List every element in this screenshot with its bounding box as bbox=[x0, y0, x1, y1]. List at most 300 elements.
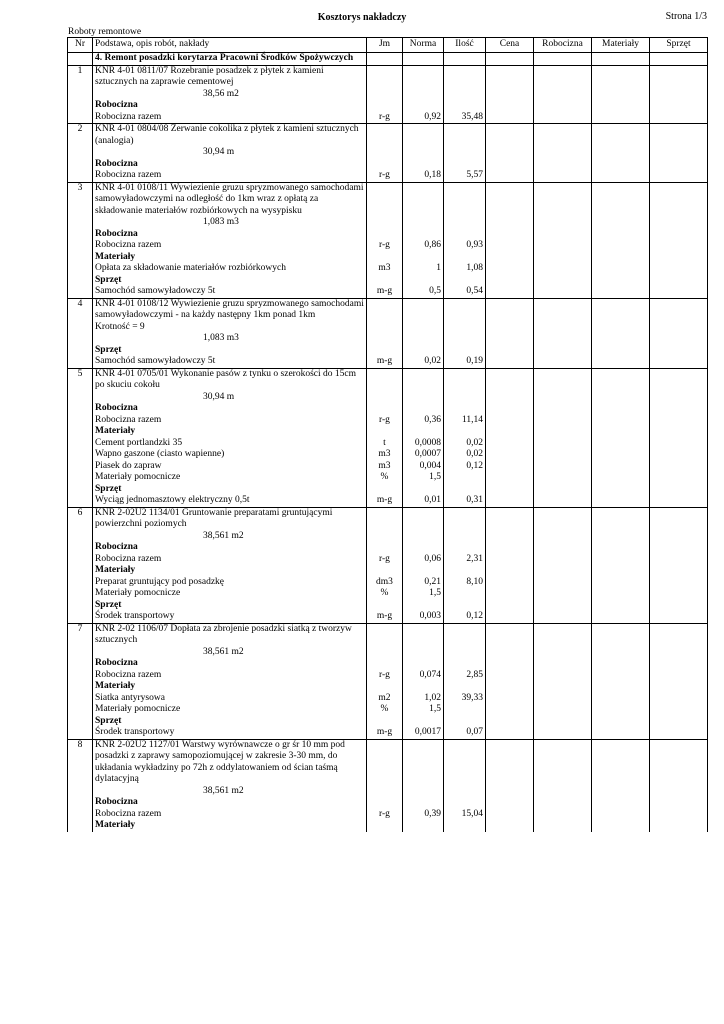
empty-cell bbox=[534, 681, 592, 693]
empty-cell bbox=[403, 182, 444, 217]
empty-cell bbox=[444, 298, 486, 322]
resource-unit: m-g bbox=[367, 611, 403, 623]
item-description: KNR 4-01 0804/08 Zerwanie cokolika z płytek z kamieni sztucznych (analogia) bbox=[93, 124, 367, 148]
resource-row bbox=[68, 415, 708, 427]
empty-cell bbox=[650, 786, 708, 798]
resource-name: Samochód samowyładowczy 5t bbox=[93, 356, 367, 368]
empty-cell bbox=[650, 623, 708, 647]
resource-norm: 0,39 bbox=[403, 809, 444, 821]
empty-cell bbox=[367, 100, 403, 112]
resource-group-label: Robocizna bbox=[93, 403, 367, 415]
empty-cell bbox=[486, 704, 534, 716]
empty-cell bbox=[444, 681, 486, 693]
empty-cell bbox=[367, 124, 403, 148]
resource-name: Robocizna razem bbox=[93, 170, 367, 182]
empty-cell bbox=[486, 65, 534, 89]
empty-cell bbox=[534, 345, 592, 357]
resource-name: Środek transportowy bbox=[93, 611, 367, 623]
empty-cell bbox=[592, 286, 650, 298]
resource-row bbox=[68, 112, 708, 124]
empty-cell bbox=[68, 275, 93, 287]
empty-cell bbox=[367, 392, 403, 404]
empty-cell bbox=[592, 298, 650, 322]
resource-group-row bbox=[68, 600, 708, 612]
resource-group-row bbox=[68, 484, 708, 496]
empty-cell bbox=[403, 322, 444, 334]
empty-cell bbox=[534, 252, 592, 264]
empty-cell bbox=[534, 693, 592, 705]
empty-cell bbox=[403, 507, 444, 531]
resource-unit: m3 bbox=[367, 263, 403, 275]
empty-cell bbox=[592, 333, 650, 345]
empty-cell bbox=[444, 484, 486, 496]
empty-cell bbox=[367, 345, 403, 357]
empty-cell bbox=[367, 403, 403, 415]
empty-cell bbox=[534, 438, 592, 450]
empty-cell bbox=[367, 229, 403, 241]
resource-group-label: Sprzęt bbox=[93, 484, 367, 496]
empty-cell bbox=[367, 542, 403, 554]
empty-cell bbox=[68, 252, 93, 264]
empty-cell bbox=[592, 263, 650, 275]
empty-cell bbox=[534, 565, 592, 577]
resource-group-row bbox=[68, 658, 708, 670]
item-description: KNR 2-02U2 1134/01 Gruntowanie preparatami gruntującymi powierzchni poziomych bbox=[93, 507, 367, 531]
empty-cell bbox=[534, 322, 592, 334]
empty-cell bbox=[444, 100, 486, 112]
empty-cell bbox=[592, 403, 650, 415]
empty-cell bbox=[444, 229, 486, 241]
resource-row bbox=[68, 461, 708, 473]
resource-name: Opłata za składowanie materiałów rozbiórkowych bbox=[93, 263, 367, 275]
resource-name: Robocizna razem bbox=[93, 415, 367, 427]
item-number: 4 bbox=[68, 298, 93, 322]
resource-name: Robocizna razem bbox=[93, 240, 367, 252]
resource-group-label: Robocizna bbox=[93, 797, 367, 809]
empty-cell bbox=[592, 124, 650, 148]
item-description: KNR 2-02U2 1127/01 Warstwy wyrównawcze o gr śr 10 mm pod posadzki z zaprawy samopoziomującej w zakresie 3-30 mm, do układania wykładziny po 72h z oddylatowaniem od ścian taśmą dylatacyjną bbox=[93, 739, 367, 786]
empty-cell bbox=[68, 588, 93, 600]
empty-cell bbox=[650, 739, 708, 786]
empty-cell bbox=[592, 809, 650, 821]
empty-cell bbox=[486, 426, 534, 438]
resource-group-label: Materiały bbox=[93, 426, 367, 438]
empty-cell bbox=[592, 797, 650, 809]
resource-quantity bbox=[444, 704, 486, 716]
resource-name: Wyciąg jednomasztowy elektryczny 0,5t bbox=[93, 495, 367, 507]
empty-cell bbox=[403, 681, 444, 693]
empty-cell bbox=[486, 240, 534, 252]
empty-cell bbox=[534, 727, 592, 739]
resource-group-label: Materiały bbox=[93, 820, 367, 832]
empty-cell bbox=[650, 124, 708, 148]
item-quantity: 38,56 m2 bbox=[93, 89, 367, 101]
item-quantity: 30,94 m bbox=[93, 147, 367, 159]
empty-cell bbox=[650, 298, 708, 322]
empty-cell bbox=[592, 611, 650, 623]
resource-group-row bbox=[68, 542, 708, 554]
resource-unit: t bbox=[367, 438, 403, 450]
empty-cell bbox=[486, 797, 534, 809]
empty-cell bbox=[367, 647, 403, 659]
item-quantity-row bbox=[68, 647, 708, 659]
empty-cell bbox=[68, 716, 93, 728]
empty-cell bbox=[534, 600, 592, 612]
empty-cell bbox=[486, 124, 534, 148]
empty-cell bbox=[592, 647, 650, 659]
table-header-row bbox=[68, 38, 708, 53]
resource-unit: m-g bbox=[367, 727, 403, 739]
empty-cell bbox=[403, 392, 444, 404]
resource-quantity: 0,19 bbox=[444, 356, 486, 368]
empty-cell bbox=[68, 704, 93, 716]
empty-cell bbox=[592, 820, 650, 832]
empty-cell bbox=[68, 727, 93, 739]
empty-cell bbox=[534, 286, 592, 298]
resource-name: Robocizna razem bbox=[93, 809, 367, 821]
empty-cell bbox=[650, 147, 708, 159]
empty-cell bbox=[367, 681, 403, 693]
resource-quantity: 1,08 bbox=[444, 263, 486, 275]
empty-cell bbox=[650, 577, 708, 589]
empty-cell bbox=[403, 647, 444, 659]
item-row bbox=[68, 182, 708, 217]
empty-cell bbox=[403, 65, 444, 89]
empty-cell bbox=[367, 89, 403, 101]
empty-cell bbox=[592, 170, 650, 182]
resource-quantity: 0,07 bbox=[444, 727, 486, 739]
empty-cell bbox=[650, 449, 708, 461]
resource-quantity: 11,14 bbox=[444, 415, 486, 427]
item-quantity: 30,94 m bbox=[93, 392, 367, 404]
empty-cell bbox=[650, 392, 708, 404]
resource-group-label: Sprzęt bbox=[93, 600, 367, 612]
item-quantity: 1,083 m3 bbox=[93, 217, 367, 229]
empty-cell bbox=[403, 159, 444, 171]
resource-quantity: 5,57 bbox=[444, 170, 486, 182]
empty-cell bbox=[68, 611, 93, 623]
empty-cell bbox=[534, 159, 592, 171]
empty-cell bbox=[650, 345, 708, 357]
empty-cell bbox=[592, 658, 650, 670]
resource-norm: 0,01 bbox=[403, 495, 444, 507]
empty-cell bbox=[592, 693, 650, 705]
empty-cell bbox=[650, 658, 708, 670]
empty-cell bbox=[592, 147, 650, 159]
empty-cell bbox=[650, 240, 708, 252]
empty-cell bbox=[534, 182, 592, 217]
empty-cell bbox=[486, 531, 534, 543]
empty-cell bbox=[650, 170, 708, 182]
empty-cell bbox=[367, 623, 403, 647]
empty-cell bbox=[534, 495, 592, 507]
empty-cell bbox=[403, 623, 444, 647]
empty-cell bbox=[650, 275, 708, 287]
empty-cell bbox=[486, 170, 534, 182]
resource-norm: 1,5 bbox=[403, 472, 444, 484]
resource-row bbox=[68, 356, 708, 368]
empty-cell bbox=[68, 797, 93, 809]
resource-unit: % bbox=[367, 588, 403, 600]
empty-cell bbox=[68, 438, 93, 450]
resource-unit: r-g bbox=[367, 112, 403, 124]
empty-cell bbox=[650, 670, 708, 682]
empty-cell bbox=[68, 426, 93, 438]
resource-row bbox=[68, 693, 708, 705]
empty-cell bbox=[486, 739, 534, 786]
empty-cell bbox=[534, 298, 592, 322]
empty-cell bbox=[650, 182, 708, 217]
resource-row bbox=[68, 286, 708, 298]
empty-cell bbox=[592, 65, 650, 89]
empty-cell bbox=[444, 182, 486, 217]
empty-cell bbox=[592, 100, 650, 112]
empty-cell bbox=[650, 356, 708, 368]
resource-norm: 1,5 bbox=[403, 588, 444, 600]
resource-name: Materiały pomocnicze bbox=[93, 704, 367, 716]
resource-name: Cement portlandzki 35 bbox=[93, 438, 367, 450]
resource-name: Piasek do zapraw bbox=[93, 461, 367, 473]
resource-row bbox=[68, 472, 708, 484]
empty-cell bbox=[486, 275, 534, 287]
empty-cell bbox=[534, 89, 592, 101]
resource-group-label: Materiały bbox=[93, 681, 367, 693]
empty-cell bbox=[650, 89, 708, 101]
empty-cell bbox=[367, 217, 403, 229]
item-description: KNR 4-01 0108/12 Wywiezienie gruzu spryzmowanego samochodami samowyładowczymi - na każdy następny 1km ponad 1km bbox=[93, 298, 367, 322]
resource-name: Materiały pomocnicze bbox=[93, 472, 367, 484]
empty-cell bbox=[534, 100, 592, 112]
empty-cell bbox=[403, 786, 444, 798]
resource-norm: 1 bbox=[403, 263, 444, 275]
resource-group-row bbox=[68, 403, 708, 415]
empty-cell bbox=[68, 670, 93, 682]
resource-quantity bbox=[444, 472, 486, 484]
empty-cell bbox=[486, 647, 534, 659]
resource-norm: 0,18 bbox=[403, 170, 444, 182]
col-header-desc: Podstawa, opis robót, nakłady bbox=[93, 38, 367, 53]
empty-cell bbox=[650, 438, 708, 450]
empty-cell bbox=[650, 704, 708, 716]
empty-cell bbox=[650, 693, 708, 705]
resource-quantity: 35,48 bbox=[444, 112, 486, 124]
empty-cell bbox=[534, 739, 592, 786]
resource-unit: % bbox=[367, 704, 403, 716]
empty-cell bbox=[444, 600, 486, 612]
empty-cell bbox=[68, 449, 93, 461]
empty-cell bbox=[403, 229, 444, 241]
empty-cell bbox=[650, 484, 708, 496]
empty-cell bbox=[486, 588, 534, 600]
empty-cell bbox=[592, 565, 650, 577]
empty-cell bbox=[592, 392, 650, 404]
empty-cell bbox=[486, 252, 534, 264]
empty-cell bbox=[403, 716, 444, 728]
resource-quantity: 0,12 bbox=[444, 611, 486, 623]
empty-cell bbox=[444, 531, 486, 543]
resource-row bbox=[68, 170, 708, 182]
resource-unit: r-g bbox=[367, 170, 403, 182]
empty-cell bbox=[650, 600, 708, 612]
empty-cell bbox=[592, 507, 650, 531]
empty-cell bbox=[534, 356, 592, 368]
resource-unit: r-g bbox=[367, 554, 403, 566]
empty-cell bbox=[650, 217, 708, 229]
resource-name: Robocizna razem bbox=[93, 670, 367, 682]
empty-cell bbox=[592, 554, 650, 566]
empty-cell bbox=[68, 600, 93, 612]
resource-group-row bbox=[68, 820, 708, 832]
empty-cell bbox=[367, 507, 403, 531]
empty-cell bbox=[444, 820, 486, 832]
resource-unit: m2 bbox=[367, 693, 403, 705]
empty-cell bbox=[403, 275, 444, 287]
empty-cell bbox=[592, 449, 650, 461]
resource-norm: 0,06 bbox=[403, 554, 444, 566]
empty-cell bbox=[68, 647, 93, 659]
empty-cell bbox=[650, 681, 708, 693]
empty-cell bbox=[444, 716, 486, 728]
empty-cell bbox=[650, 229, 708, 241]
empty-cell bbox=[592, 531, 650, 543]
resource-name: Siatka antyrysowa bbox=[93, 693, 367, 705]
empty-cell bbox=[534, 368, 592, 392]
empty-cell bbox=[444, 426, 486, 438]
empty-cell bbox=[486, 565, 534, 577]
resource-quantity: 2,85 bbox=[444, 670, 486, 682]
empty-cell bbox=[592, 182, 650, 217]
empty-cell bbox=[68, 786, 93, 798]
item-description: KNR 4-01 0811/07 Rozebranie posadzek z płytek z kamieni sztucznych na zaprawie cementowej bbox=[93, 65, 367, 89]
empty-cell bbox=[592, 415, 650, 427]
resource-norm: 0,0007 bbox=[403, 449, 444, 461]
empty-cell bbox=[367, 333, 403, 345]
item-quantity: 38,561 m2 bbox=[93, 786, 367, 798]
resource-quantity: 15,04 bbox=[444, 809, 486, 821]
empty-cell bbox=[534, 217, 592, 229]
document-title: Kosztorys nakładczy bbox=[317, 12, 407, 23]
resource-row bbox=[68, 577, 708, 589]
resource-unit: m-g bbox=[367, 356, 403, 368]
empty-cell bbox=[444, 392, 486, 404]
empty-cell bbox=[444, 647, 486, 659]
empty-cell bbox=[592, 727, 650, 739]
empty-cell bbox=[650, 472, 708, 484]
empty-cell bbox=[444, 623, 486, 647]
item-multiplier: Krotność = 9 bbox=[93, 322, 367, 334]
resource-group-row bbox=[68, 716, 708, 728]
resource-unit: dm3 bbox=[367, 577, 403, 589]
empty-cell bbox=[444, 252, 486, 264]
resource-quantity: 8,10 bbox=[444, 577, 486, 589]
col-header-jm: Jm bbox=[367, 38, 403, 53]
empty-cell bbox=[486, 182, 534, 217]
empty-cell bbox=[486, 577, 534, 589]
resource-quantity: 0,54 bbox=[444, 286, 486, 298]
empty-cell bbox=[486, 356, 534, 368]
empty-cell bbox=[444, 65, 486, 89]
empty-cell bbox=[486, 507, 534, 531]
empty-cell bbox=[592, 89, 650, 101]
empty-cell bbox=[486, 611, 534, 623]
empty-cell bbox=[444, 345, 486, 357]
resource-row bbox=[68, 588, 708, 600]
empty-cell bbox=[534, 647, 592, 659]
empty-cell bbox=[68, 240, 93, 252]
empty-cell bbox=[486, 229, 534, 241]
empty-cell bbox=[592, 716, 650, 728]
empty-cell bbox=[592, 229, 650, 241]
empty-cell bbox=[592, 472, 650, 484]
resource-norm: 0,02 bbox=[403, 356, 444, 368]
empty-cell bbox=[650, 100, 708, 112]
empty-cell bbox=[592, 426, 650, 438]
empty-cell bbox=[650, 588, 708, 600]
empty-cell bbox=[486, 368, 534, 392]
resource-quantity: 39,33 bbox=[444, 693, 486, 705]
empty-cell bbox=[68, 112, 93, 124]
empty-cell bbox=[592, 739, 650, 786]
resource-norm: 0,003 bbox=[403, 611, 444, 623]
empty-cell bbox=[367, 322, 403, 334]
empty-cell bbox=[650, 426, 708, 438]
empty-cell bbox=[403, 298, 444, 322]
empty-cell bbox=[68, 159, 93, 171]
item-number: 2 bbox=[68, 124, 93, 148]
empty-cell bbox=[534, 426, 592, 438]
resource-group-row bbox=[68, 229, 708, 241]
empty-cell bbox=[444, 797, 486, 809]
resource-norm: 0,004 bbox=[403, 461, 444, 473]
resource-name: Preparat gruntujący pod posadzkę bbox=[93, 577, 367, 589]
empty-cell bbox=[592, 368, 650, 392]
empty-cell bbox=[68, 403, 93, 415]
empty-cell bbox=[486, 658, 534, 670]
empty-cell bbox=[650, 286, 708, 298]
empty-cell bbox=[534, 472, 592, 484]
item-quantity-row bbox=[68, 392, 708, 404]
empty-cell bbox=[68, 820, 93, 832]
empty-cell bbox=[650, 368, 708, 392]
empty-cell bbox=[403, 333, 444, 345]
empty-cell bbox=[486, 217, 534, 229]
empty-cell bbox=[68, 693, 93, 705]
empty-cell bbox=[534, 704, 592, 716]
item-quantity-row bbox=[68, 333, 708, 345]
resource-row bbox=[68, 611, 708, 623]
empty-cell bbox=[486, 403, 534, 415]
empty-cell bbox=[403, 426, 444, 438]
empty-cell bbox=[486, 438, 534, 450]
empty-cell bbox=[650, 554, 708, 566]
empty-cell bbox=[403, 797, 444, 809]
empty-cell bbox=[444, 786, 486, 798]
col-header-sprzet: Sprzęt bbox=[650, 38, 708, 53]
empty-cell bbox=[592, 159, 650, 171]
document-subtitle: Roboty remontowe bbox=[68, 27, 142, 37]
col-header-robocizna: Robocizna bbox=[534, 38, 592, 53]
empty-cell bbox=[534, 124, 592, 148]
empty-cell bbox=[534, 240, 592, 252]
empty-cell bbox=[592, 345, 650, 357]
empty-cell bbox=[68, 542, 93, 554]
item-quantity: 38,561 m2 bbox=[93, 647, 367, 659]
item-number: 8 bbox=[68, 739, 93, 786]
empty-cell bbox=[367, 531, 403, 543]
empty-cell bbox=[444, 658, 486, 670]
resource-unit: r-g bbox=[367, 670, 403, 682]
resource-group-label: Materiały bbox=[93, 252, 367, 264]
